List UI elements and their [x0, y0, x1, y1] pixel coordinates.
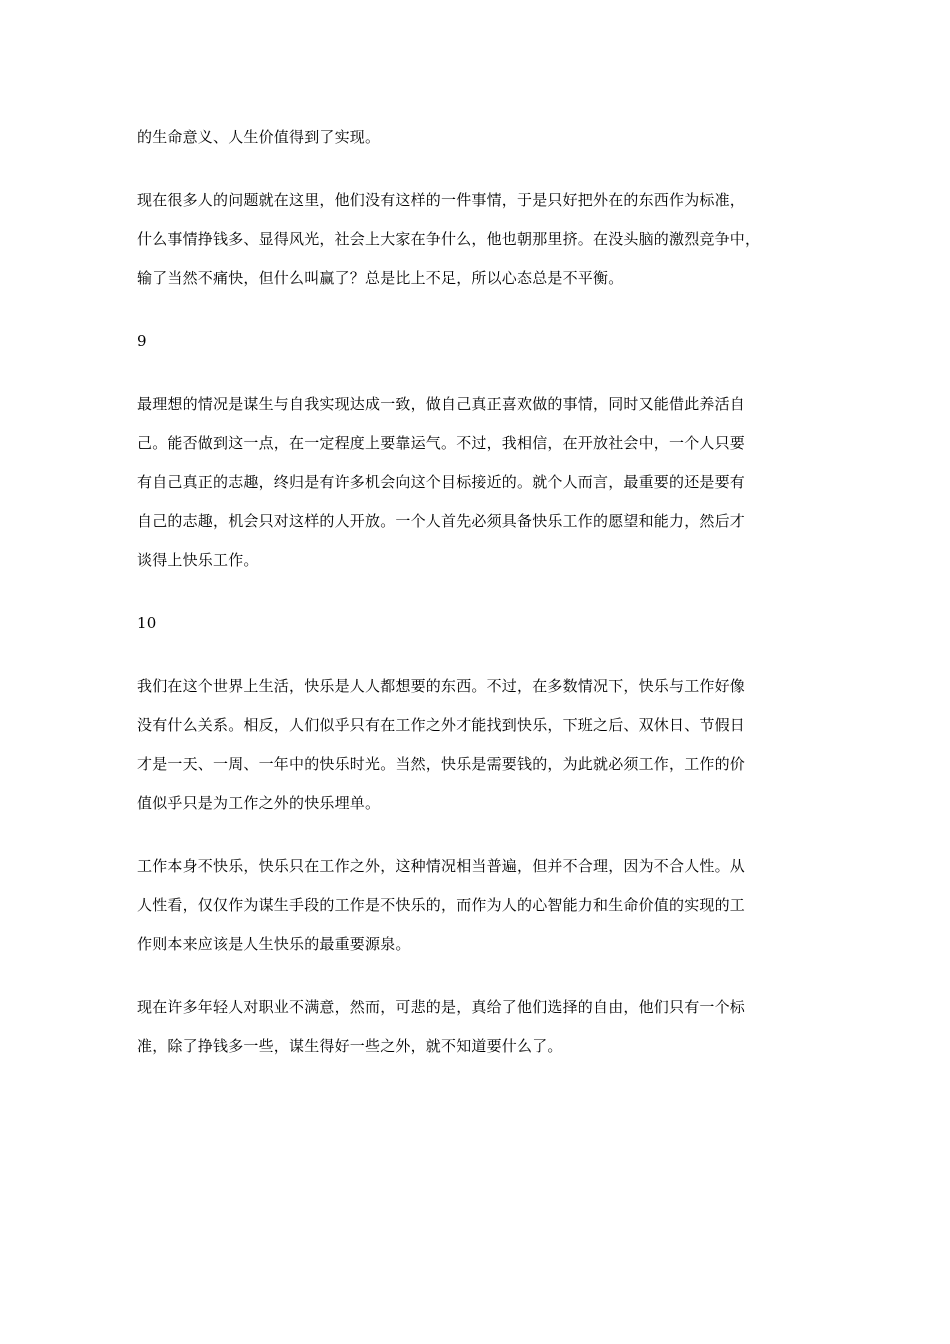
text-line: 最理想的情况是谋生与自我实现达成一致，做自己真正喜欢做的事情，同时又能借此养活自 — [137, 395, 746, 413]
section-number: 10 — [137, 614, 157, 632]
text-line: 自己的志趣，机会只对这样的人开放。一个人首先必须具备快乐工作的愿望和能力，然后才 — [137, 512, 746, 530]
section-number: 9 — [137, 332, 147, 350]
text-line: 人性看，仅仅作为谋生手段的工作是不快乐的，而作为人的心智能力和生命价值的实现的工 — [137, 896, 746, 914]
text-line: 有自己真正的志趣，终归是有许多机会向这个目标接近的。就个人而言，最重要的还是要有 — [137, 473, 746, 491]
text-line: 己。能否做到这一点，在一定程度上要靠运气。不过，我相信，在开放社会中，一个人只要 — [137, 434, 746, 452]
text-line: 现在很多人的问题就在这里，他们没有这样的一件事情，于是只好把外在的东西作为标准， — [137, 191, 746, 209]
text-line: 作则本来应该是人生快乐的最重要源泉。 — [137, 935, 411, 953]
text-line: 什么事情挣钱多、显得风光，社会上大家在争什么，他也朝那里挤。在没头脑的激烈竞争中， — [137, 230, 761, 248]
text-line: 工作本身不快乐，快乐只在工作之外，这种情况相当普遍，但并不合理，因为不合人性。从 — [137, 857, 746, 875]
paragraph — [137, 385, 827, 580]
paragraph — [137, 118, 827, 157]
text-line: 才是一天、一周、一年中的快乐时光。当然，快乐是需要钱的，为此就必须工作，工作的价 — [137, 755, 746, 773]
text-line: 谈得上快乐工作。 — [137, 551, 259, 569]
text-line: 我们在这个世界上生活，快乐是人人都想要的东西。不过，在多数情况下，快乐与工作好像 — [137, 677, 746, 695]
paragraph — [137, 988, 827, 1066]
text-line: 没有什么关系。相反，人们似乎只有在工作之外才能找到快乐，下班之后、双休日、节假日 — [137, 716, 746, 734]
text-line: 准，除了挣钱多一些，谋生得好一些之外，就不知道要什么了。 — [137, 1037, 563, 1055]
document-body — [137, 118, 827, 1090]
text-line: 值似乎只是为工作之外的快乐埋单。 — [137, 794, 381, 812]
text-line: 的生命意义、人生价值得到了实现。 — [137, 128, 381, 146]
text-line: 现在许多年轻人对职业不满意，然而，可悲的是，真给了他们选择的自由，他们只有一个标 — [137, 998, 746, 1016]
paragraph — [137, 181, 827, 298]
text-line: 输了当然不痛快，但什么叫赢了？总是比上不足，所以心态总是不平衡。 — [137, 269, 624, 287]
paragraph — [137, 847, 827, 964]
paragraph — [137, 667, 827, 823]
